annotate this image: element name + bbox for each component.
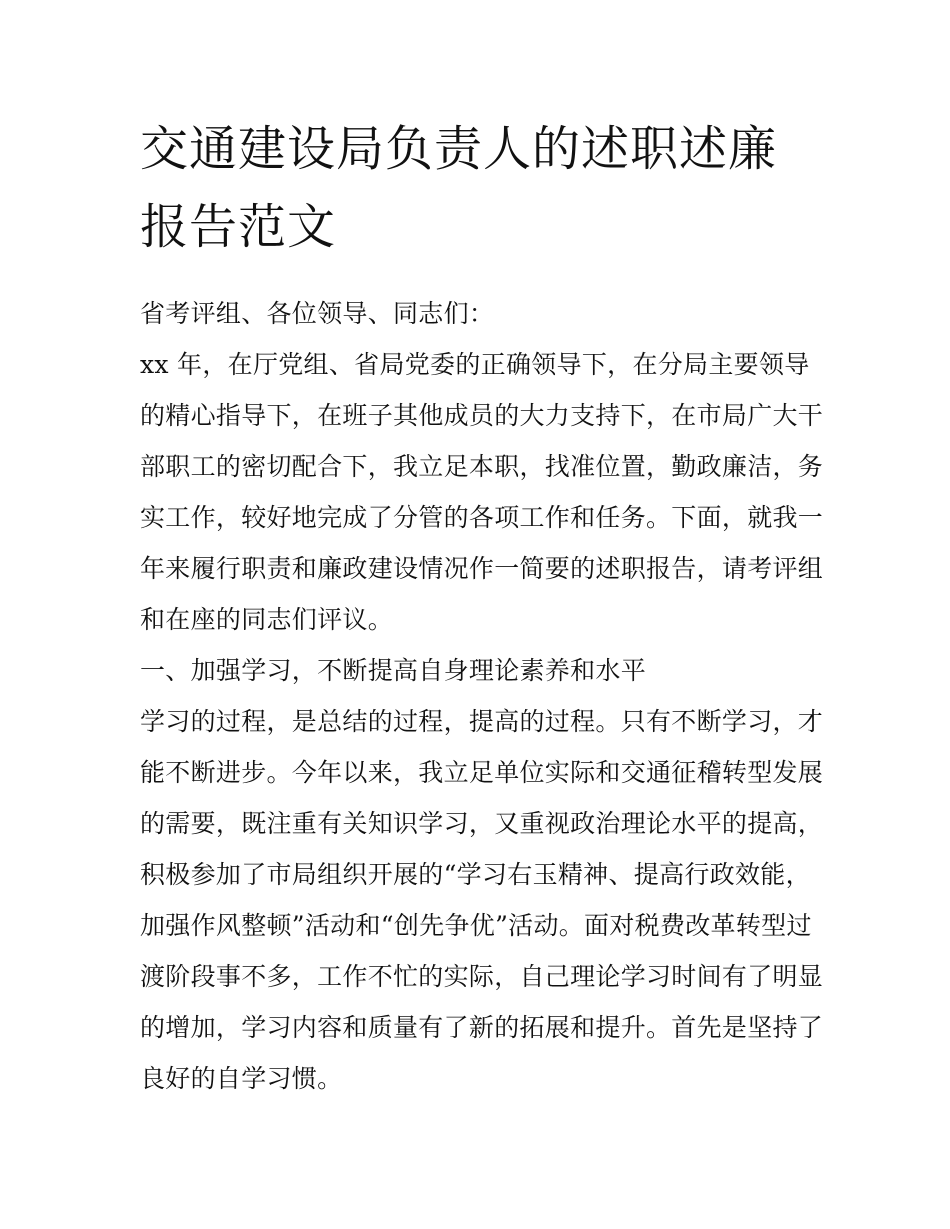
document-content: [140, 110, 824, 1104]
paragraph-line: 良好的自学习惯。: [140, 1064, 343, 1093]
document-title: 交通建设局负责人的述职述廉 报告范文: [140, 121, 778, 255]
paragraph-line: xx 年，在厅党组、省局党委的正确领导下，在分局主要领导: [140, 350, 810, 379]
paragraph-line: 加强作风整顿”活动和“创先争优”活动。面对税费改革转型过: [140, 911, 812, 940]
paragraph-line: 的精心指导下，在班子其他成员的大力支持下，在市局广大干: [140, 401, 824, 430]
section-heading: 一、加强学习，不断提高自身理论素养和水平: [140, 656, 647, 685]
paragraph-line: 年来履行职责和廉政建设情况作一简要的述职报告，请考评组: [140, 554, 824, 583]
paragraph-line: 实工作，较好地完成了分管的各项工作和任务。下面，就我一: [140, 503, 824, 532]
document-body: [140, 288, 824, 1104]
paragraph-line: 的增加，学习内容和质量有了新的拓展和提升。首先是坚持了: [140, 1013, 824, 1042]
paragraph-line: 学习的过程，是总结的过程，提高的过程。只有不断学习，才: [140, 707, 824, 736]
paragraph-line: 和在座的同志们评议。: [140, 605, 394, 634]
salutation-line: 省考评组、各位领导、同志们：: [140, 299, 495, 328]
paragraph-line: 渡阶段事不多，工作不忙的实际，自己理论学习时间有了明显: [140, 962, 824, 991]
paragraph-line: 部职工的密切配合下，我立足本职，找准位置，勤政廉洁，务: [140, 452, 824, 481]
paragraph-line: 的需要，既注重有关知识学习，又重视政治理论水平的提高，: [140, 809, 824, 838]
paragraph-line: 能不断进步。今年以来，我立足单位实际和交通征稽转型发展: [140, 758, 824, 787]
paragraph-line: 积极参加了市局组织开展的“学习右玉精神、提高行政效能，: [140, 860, 811, 889]
